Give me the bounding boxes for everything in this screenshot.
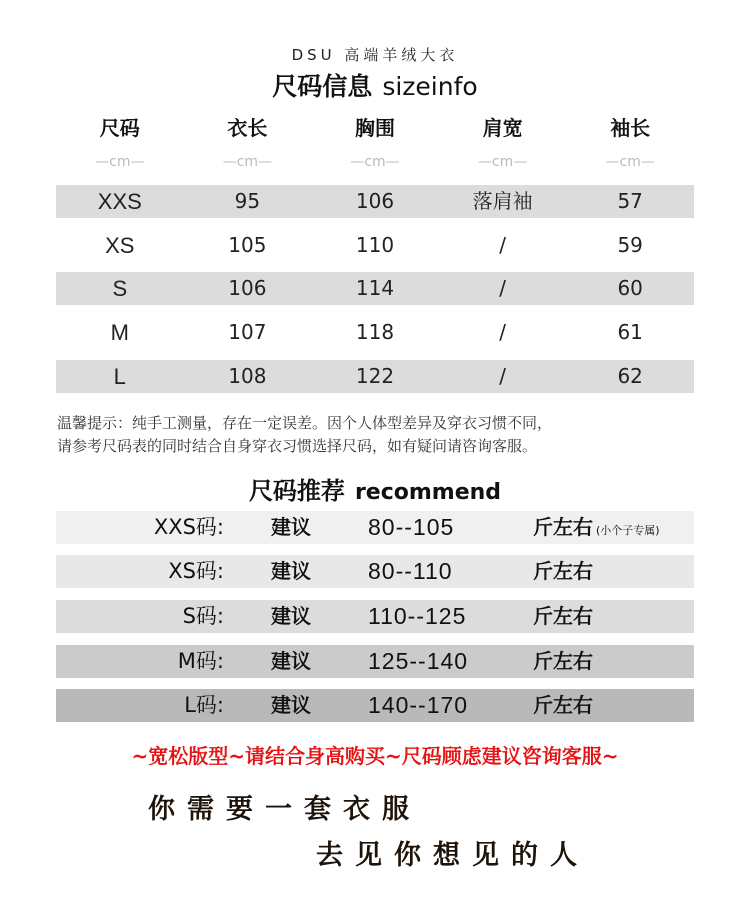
- cell-shoulder: 落肩袖: [472, 189, 533, 213]
- unit-label: —cm—: [95, 154, 145, 170]
- recommend-row: [56, 689, 694, 722]
- suggest-label: 建议: [271, 559, 311, 583]
- cell-sleeve: 62: [617, 364, 643, 388]
- cell-sleeve: 60: [617, 276, 643, 300]
- poem-line-1: 你需要一套衣服: [148, 794, 421, 825]
- weight-range: 125--140: [368, 648, 469, 674]
- table-row: [56, 316, 694, 349]
- weight-unit: [533, 511, 660, 547]
- recommend-row: [56, 555, 694, 588]
- cell-chest: 114: [355, 276, 395, 300]
- cell-chest: 122: [355, 364, 395, 388]
- cell-shoulder: /: [499, 233, 506, 257]
- recommend-size: XS码:: [168, 559, 224, 583]
- recommend-row: [56, 600, 694, 633]
- cell-length: 106: [228, 276, 267, 300]
- cell-size: XXS: [97, 189, 142, 214]
- cell-chest: 110: [355, 233, 395, 257]
- size-info-title-zh: 尺码信息: [272, 72, 373, 101]
- cell-chest: 106: [355, 189, 395, 213]
- suggest-label: 建议: [271, 693, 311, 717]
- recommend-title: [0, 471, 750, 506]
- cell-size: M: [110, 320, 129, 345]
- header-shoulder: 肩宽: [482, 116, 523, 140]
- unit-label: —cm—: [477, 154, 528, 170]
- recommend-row: [56, 511, 694, 544]
- suggest-label: 建议: [271, 604, 311, 628]
- poem-line-2: 去见你想见的人: [316, 840, 589, 871]
- recommend-title-zh: 尺码推荐: [248, 477, 345, 505]
- unit-label: —cm—: [222, 154, 273, 170]
- cell-length: 108: [228, 364, 267, 388]
- unit-row: [56, 150, 694, 174]
- cell-length: 107: [228, 320, 267, 344]
- cell-size: L: [113, 364, 126, 389]
- size-table-header: [56, 113, 694, 143]
- note-line: 温馨提示：纯手工测量，存在一定误差。因个人体型差异及穿衣习惯不同，: [57, 414, 553, 432]
- table-row: [56, 272, 694, 305]
- cell-shoulder: /: [499, 364, 506, 388]
- weight-range: 110--125: [368, 603, 467, 629]
- header-sleeve: 袖长: [610, 116, 651, 140]
- weight-range: 140--170: [368, 692, 469, 718]
- weight-unit: 斤左右: [533, 559, 593, 583]
- note-line: 请参考尺码表的同时结合自身穿衣习惯选择尺码，如有疑问请咨询客服。: [57, 437, 538, 455]
- table-row: [56, 229, 694, 262]
- cell-chest: 118: [355, 320, 395, 344]
- cell-size: XS: [105, 233, 135, 258]
- weight-unit: 斤左右: [533, 693, 593, 717]
- cell-length: 105: [228, 233, 267, 257]
- brand-heading: DSU 高端羊绒大衣: [291, 46, 459, 64]
- recommend-row: [56, 645, 694, 678]
- unit-label: —cm—: [350, 154, 400, 170]
- recommend-size: S码:: [182, 604, 224, 628]
- size-info-title-en: sizeinfo: [382, 72, 478, 101]
- table-row: [56, 360, 694, 393]
- suggest-label: 建议: [271, 649, 311, 673]
- weight-range: 80--110: [368, 558, 453, 584]
- table-row: [56, 185, 694, 218]
- cell-sleeve: 57: [617, 189, 643, 213]
- weight-unit-label: 斤左右: [533, 515, 593, 539]
- cell-sleeve: 61: [617, 320, 643, 344]
- header-length: 衣长: [227, 116, 268, 140]
- header-chest: 胸围: [354, 116, 395, 140]
- cell-size: S: [112, 276, 128, 301]
- weight-unit: 斤左右: [533, 649, 593, 673]
- suggest-label: 建议: [271, 515, 311, 539]
- measurement-note: [57, 412, 707, 458]
- weight-unit: 斤左右: [533, 604, 593, 628]
- fit-tagline: ~宽松版型~请结合身高购买~尺码顾虑建议咨询客服~: [131, 744, 619, 768]
- recommend-title-en: recommend: [354, 480, 502, 505]
- weight-range: 80--105: [368, 514, 455, 540]
- size-info-title: [0, 67, 750, 103]
- cell-shoulder: /: [499, 276, 506, 300]
- recommend-size: XXS码:: [153, 515, 224, 539]
- cell-length: 95: [234, 189, 261, 213]
- cell-shoulder: /: [499, 320, 506, 344]
- recommend-size: M码:: [177, 649, 224, 673]
- recommend-size: L码:: [184, 693, 224, 717]
- cell-sleeve: 59: [617, 233, 643, 257]
- unit-label: —cm—: [605, 154, 655, 170]
- petite-note: (小个子专属): [596, 524, 660, 537]
- header-size: 尺码: [99, 116, 140, 140]
